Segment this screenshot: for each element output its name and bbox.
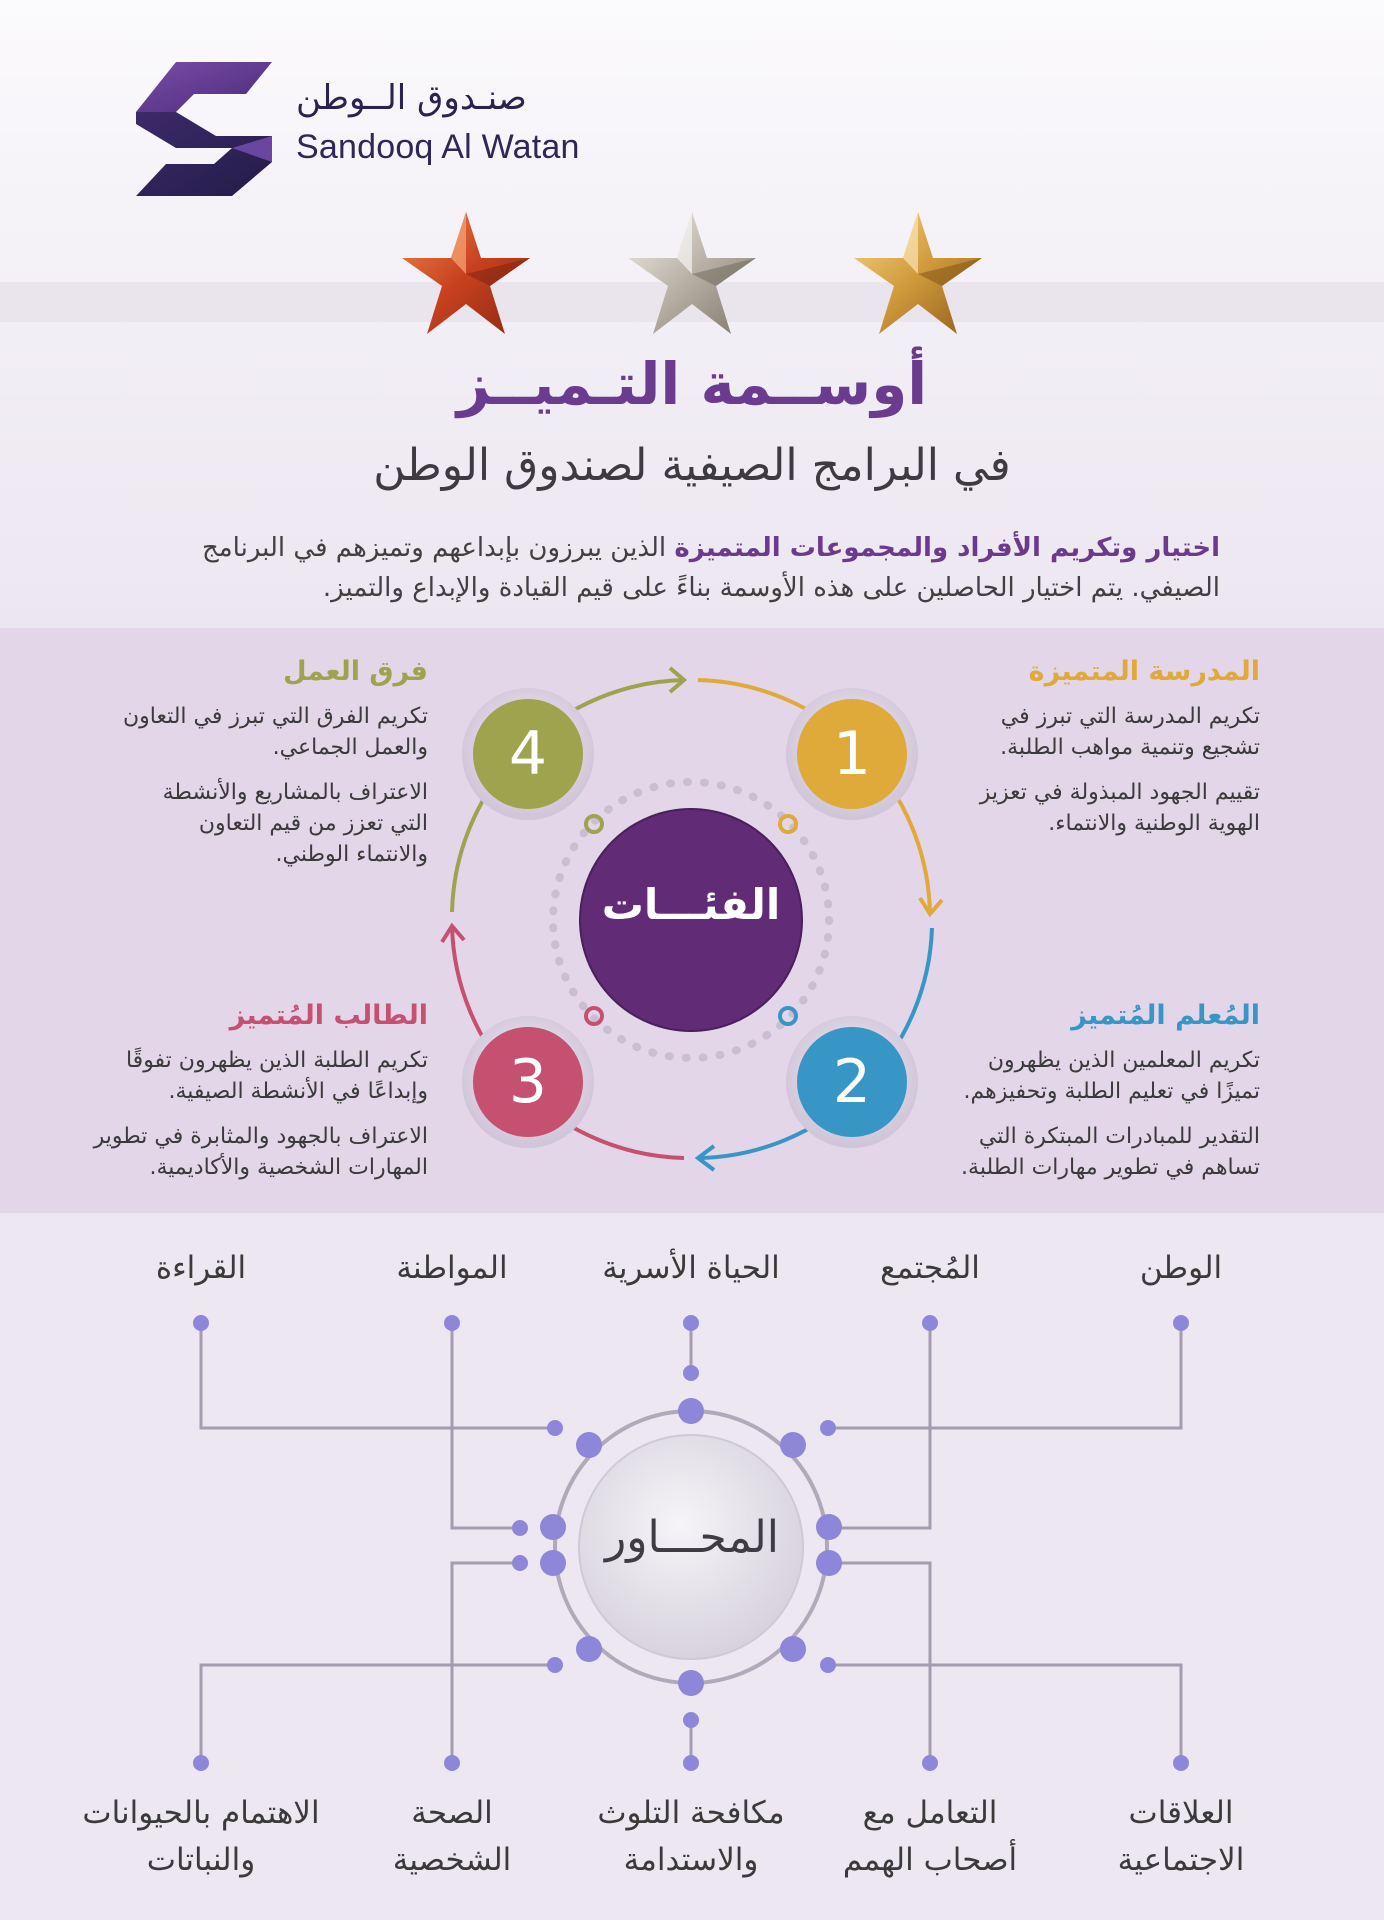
category-school-line: تشجيع وتنمية مواهب الطلبة. [1000,735,1260,760]
category-teacher-title: المُعلم المُتميز [1071,1000,1260,1031]
axis-bottom-5 [51,1790,351,1884]
sandooq-logo-icon [136,62,272,196]
axis-top-5: القراءة [155,1250,247,1286]
brand-name-english: Sandooq Al Watan [296,128,580,166]
bronze-star-icon [400,212,532,342]
category-school-line: تكريم المدرسة التي تبرز في [1000,704,1260,729]
category-teams-line: والعمل الجماعي. [272,735,428,760]
category-student-line: المهارات الشخصية والأكاديمية. [149,1155,428,1180]
category-teams-line: تكريم الفرق التي تبرز في التعاون [122,704,428,729]
silver-star-icon [626,212,758,342]
intro-paragraph [160,528,1220,608]
intro-highlight: اختيار وتكريم الأفراد والمجموعات المتميزة [674,533,1220,563]
category-teams [40,656,428,870]
category-student-line: الاعتراف بالجهود والمثابرة في تطوير [93,1124,428,1149]
axis-top-1: الوطن [1139,1250,1223,1286]
category-school-line: تقييم الجهود المبذولة في تعزيز [979,780,1260,805]
axis-bottom-2-line: التعامل مع [862,1795,998,1831]
category-school-line: الهوية الوطنية والانتماء. [1048,811,1260,836]
page-title: أوســمة التـميــز [456,350,928,418]
axis-bottom-3-line: مكافحة التلوث [597,1795,785,1831]
category-teams-line: التي تعزز من قيم التعاون [198,811,428,836]
axes-hub-label: المحـــاور [604,1512,780,1563]
axis-top-4: المواطنة [396,1250,508,1286]
category-teacher-line: تكريم المعلمين الذين يظهرون [987,1048,1260,1073]
axis-bottom-4-line: الصحة [411,1795,493,1831]
axis-bottom-2-line: أصحاب الهمم [842,1842,1018,1878]
axis-top-2: المُجتمع [880,1250,980,1286]
category-teams-line: الاعتراف بالمشاريع والأنشطة [162,780,428,805]
category-teacher-line: تميزًا في تعليم الطلبة وتحفيزهم. [963,1079,1260,1104]
page-subtitle: في البرامج الصيفية لصندوق الوطن [373,440,1011,491]
category-student [40,1000,428,1183]
category-teacher-line: تساهم في تطوير مهارات الطلبة. [961,1155,1260,1180]
category-number-4: 4 [508,719,548,789]
category-number-3: 3 [508,1047,548,1117]
category-student-line: تكريم الطلبة الذين يظهرون تفوقًا [125,1048,428,1073]
axis-bottom-4-line: الشخصية [392,1842,512,1878]
axis-bottom-1-line: الاجتماعية [1117,1842,1245,1878]
gold-star-icon [852,212,984,342]
category-school-title: المدرسة المتميزة [1028,656,1260,687]
category-teacher [880,1000,1260,1183]
category-number-1: 1 [832,719,872,789]
axis-bottom-5-line: والنباتات [146,1842,256,1878]
category-teacher-line: التقدير للمبادرات المبتكرة التي [978,1124,1260,1149]
category-student-line: وإبداعًا في الأنشطة الصيفية. [168,1079,428,1104]
category-teams-line: والانتماء الوطني. [275,842,428,867]
axis-bottom-5-line: الاهتمام بالحيوانات [82,1795,320,1831]
axis-bottom-1-line: العلاقات [1128,1795,1234,1831]
category-student-title: الطالب المُتميز [229,1000,428,1031]
axis-bottom-3-line: والاستدامة [623,1842,759,1878]
category-number-2: 2 [832,1047,872,1117]
brand-name-arabic: صنـدوق الــوطن [296,78,527,118]
axis-top-3: الحياة الأسرية [602,1250,780,1286]
intro-rest: الذين يبرزون بإبداعهم وتميزهم في البرنامج الصيفي. يتم اختيار الحاصلين على هذه الأوسمة بناءً على قيم القيادة والإبداع والتميز. [201,533,1220,603]
category-school [880,656,1260,839]
category-teams-title: فرق العمل [283,656,428,687]
categories-hub-label: الفئـــات [601,880,781,929]
